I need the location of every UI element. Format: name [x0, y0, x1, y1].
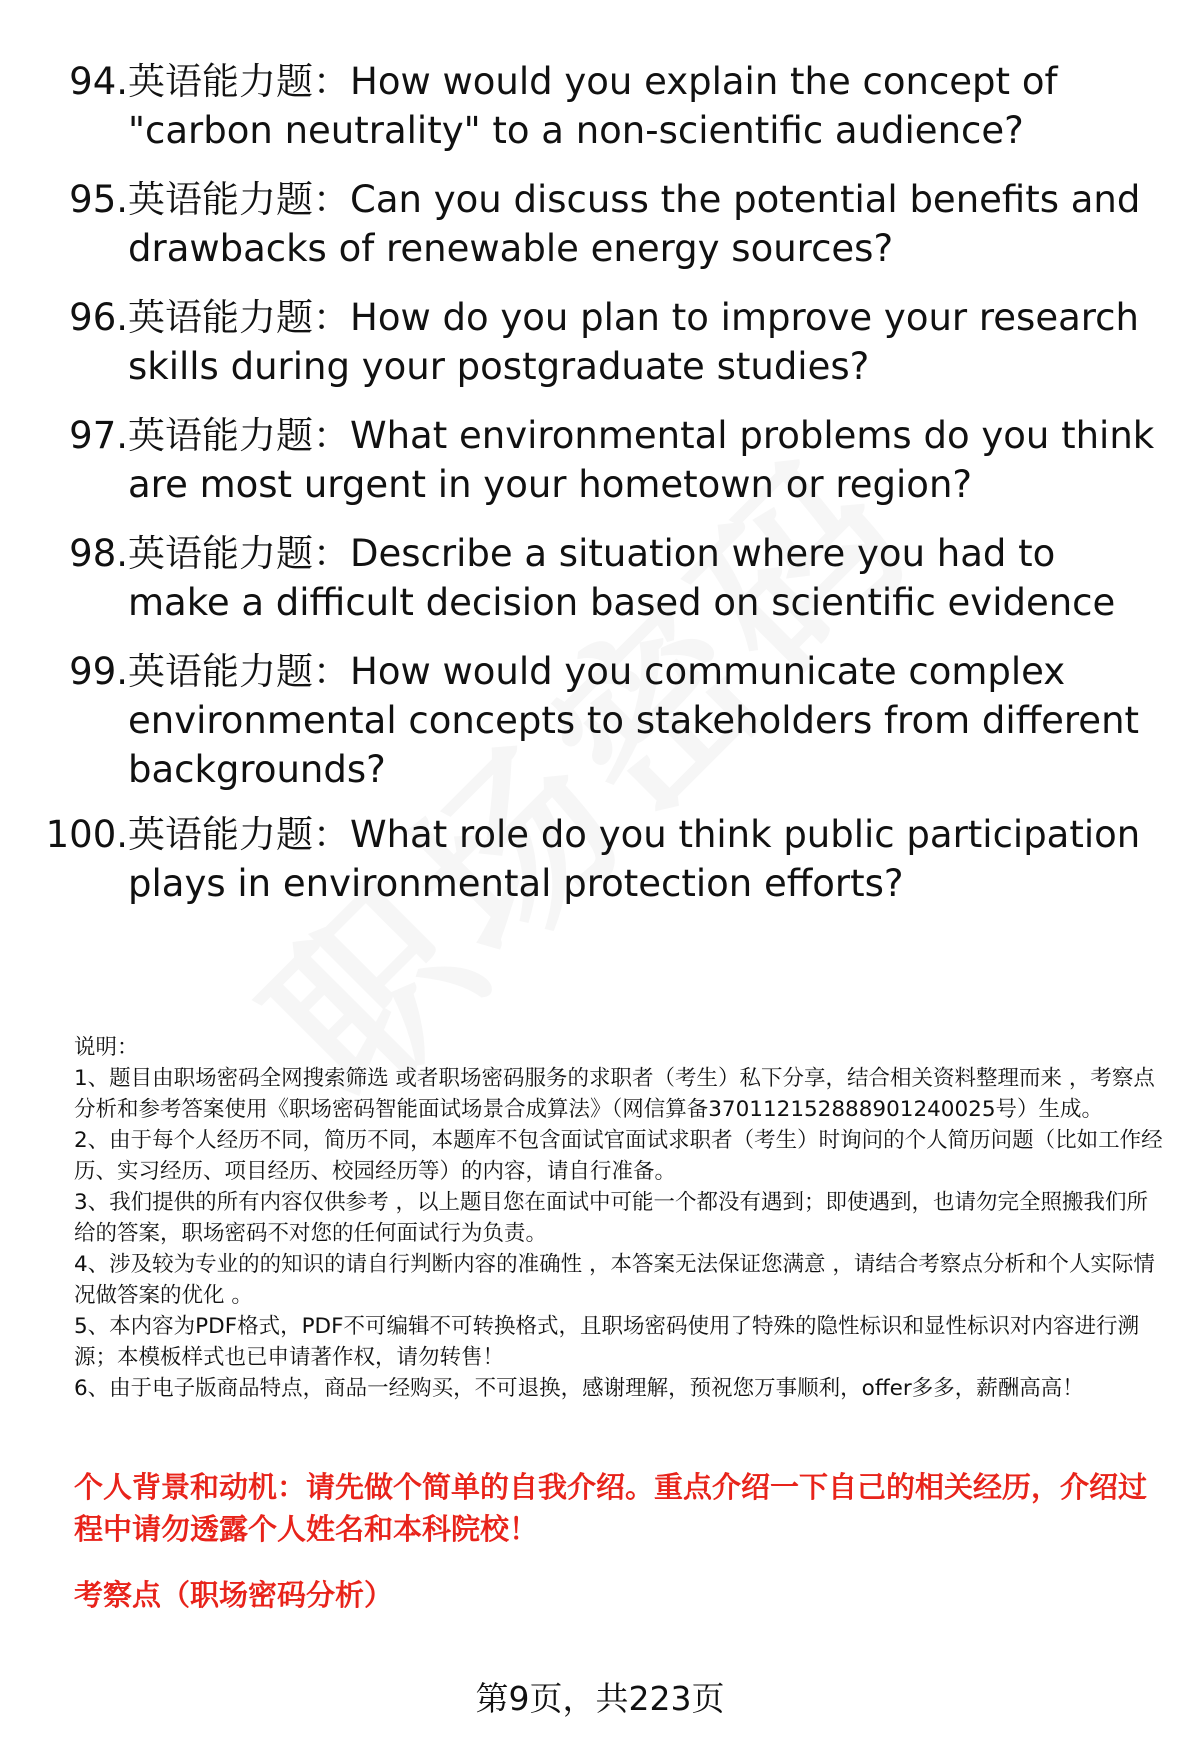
- note-item-3: 3、我们提供的所有内容仅供参考 ，以上题目您在面试中可能一个都没有遇到；即使遇到，也请勿完全照搬我们所给的答案，职场密码不对您的任何面试行为负责。: [74, 1190, 1149, 1246]
- question-text: 英语能力题：What environmental problems do you think are most urgent in your hometown or region?: [128, 414, 1155, 506]
- note-item-5: 5、本内容为PDF格式，PDF不可编辑不可转换格式，且职场密码使用了特殊的隐性标识和显性标识对内容进行溯源；本模板样式也已申请著作权，请勿转售！: [74, 1314, 1139, 1370]
- notes-heading: 说明：: [74, 1035, 139, 1060]
- question-text: 英语能力题：How would you explain the concept of "carbon neutrality" to a non-scientific audience?: [128, 60, 1058, 152]
- question-text: 英语能力题：What role do you think public participation plays in environmental protection efforts?: [128, 813, 1141, 905]
- question-number: 100.: [45, 813, 128, 856]
- question-number: 94.: [69, 60, 128, 103]
- question-text: 英语能力题：How would you communicate complex environmental concepts to stakeholders from different backgrounds?: [128, 650, 1140, 791]
- question-text: 英语能力题：Describe a situation where you had to make a difficult decision based on scientific evidence: [128, 532, 1116, 624]
- note-item-6: 6、由于电子版商品特点，商品一经购买，不可退换，感谢理解，预祝您万事顺利，offer多多，薪酬高高！: [74, 1376, 1084, 1401]
- disclaimer-notes: [74, 1032, 1164, 1404]
- page-number-footer: 第9页，共223页: [475, 1679, 725, 1718]
- question-number: 98.: [69, 532, 128, 575]
- question-number: 95.: [69, 178, 128, 221]
- question-text: 英语能力题：Can you discuss the potential benefits and drawbacks of renewable energy sources?: [128, 178, 1141, 270]
- note-item-2: 2、由于每个人经历不同，简历不同，本题库不包含面试官面试求职者（考生）时询问的个人简历问题（比如工作经历、实习经历、项目经历、校园经历等）的内容，请自行准备。: [74, 1128, 1163, 1184]
- note-item-1: 1、题目由职场密码全网搜索筛选 或者职场密码服务的求职者（考生）私下分享，结合相关资料整理而来 ，考察点分析和参考答案使用《职场密码智能面试场景合成算法》（网信算备370112152888901240025号）生成。: [74, 1066, 1155, 1122]
- personal-background-heading: 个人背景和动机：请先做个简单的自我介绍。重点介绍一下自己的相关经历，介绍过程中请勿透露个人姓名和本科院校！: [74, 1470, 1148, 1546]
- question-number: 97.: [69, 414, 128, 457]
- question-number: 99.: [69, 650, 128, 693]
- note-item-4: 4、涉及较为专业的的知识的请自行判断内容的准确性 ，本答案无法保证您满意 ，请结合考察点分析和个人实际情况做答案的优化 。: [74, 1252, 1155, 1308]
- question-number: 96.: [69, 296, 128, 339]
- analysis-heading: 考察点（职场密码分析）: [74, 1578, 394, 1612]
- question-text: 英语能力题：How do you plan to improve your research skills during your postgraduate studies?: [128, 296, 1139, 388]
